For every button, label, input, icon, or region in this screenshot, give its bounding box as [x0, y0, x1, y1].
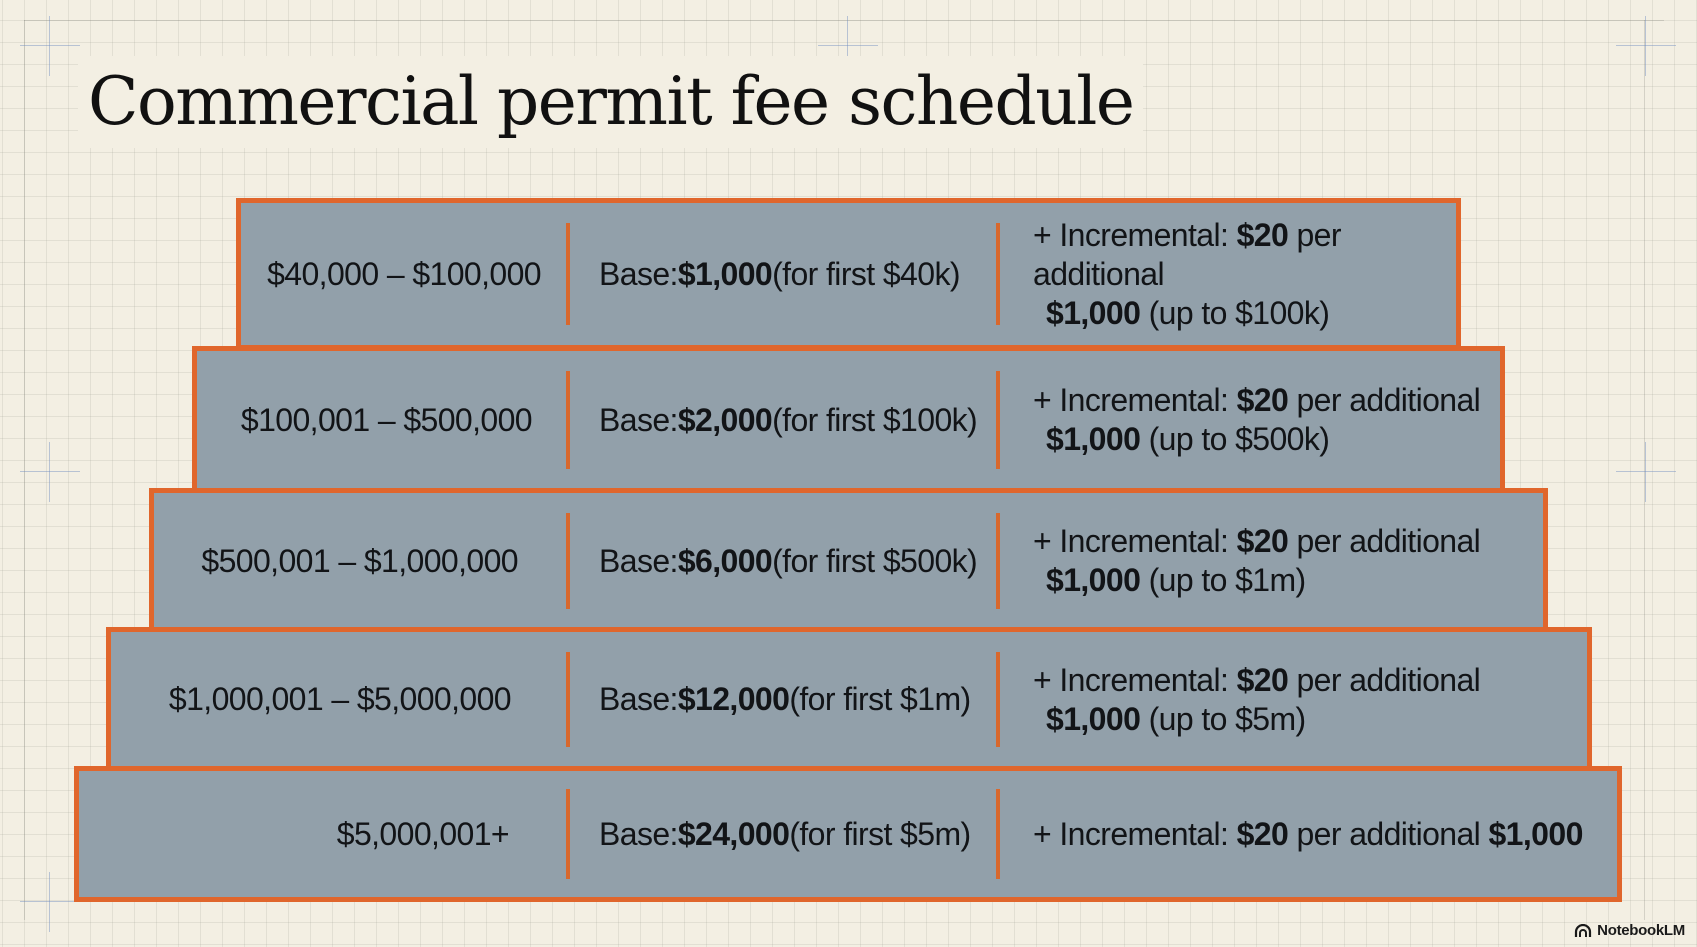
- tier-base: Base: $2,000 (for first $100k): [599, 401, 978, 438]
- registration-mark: [1616, 442, 1676, 502]
- tier-range: $1,000,001 – $5,000,000: [168, 681, 511, 717]
- notebooklm-logo-icon: [1574, 924, 1592, 938]
- registration-mark: [20, 442, 80, 502]
- tier-range: $500,001 – $1,000,000: [201, 542, 518, 579]
- tier-base: Base: $1,000 (for first $40k): [599, 255, 960, 292]
- column-divider: [996, 223, 1000, 325]
- notebooklm-brand: [1574, 922, 1685, 939]
- registration-mark: [20, 16, 80, 76]
- tier-range: $40,000 – $100,000: [267, 255, 541, 292]
- tier-incremental: + Incremental: $20 per additional $1,000 (up to $100k): [1033, 216, 1341, 331]
- tier-incremental: + Incremental: $20 per additional $1,000 (up to $500k): [1033, 382, 1481, 457]
- tier-base: Base: $24,000 (for first $5m): [599, 815, 971, 852]
- page-title: Commercial permit fee schedule: [78, 56, 1143, 148]
- registration-mark: [1616, 16, 1676, 76]
- column-divider: [566, 371, 570, 469]
- tier-incremental: + Incremental: $20 per additional $1,000 (up to $1m): [1033, 523, 1481, 598]
- column-divider: [996, 652, 1000, 747]
- fee-tier: [149, 488, 1548, 634]
- tier-incremental: + Incremental: $20 per additional $1,000: [1033, 815, 1583, 852]
- column-divider: [996, 513, 1000, 609]
- column-divider: [566, 789, 570, 879]
- tier-base: Base: $12,000 (for first $1m): [599, 681, 971, 717]
- fee-tier: [74, 766, 1622, 902]
- column-divider: [996, 789, 1000, 879]
- fee-tier: [236, 198, 1461, 350]
- tier-base: Base: $6,000 (for first $500k): [599, 542, 978, 579]
- brand-label: NotebookLM: [1597, 922, 1685, 939]
- registration-mark: [20, 872, 80, 932]
- column-divider: [566, 652, 570, 747]
- column-divider: [566, 223, 570, 325]
- fee-tier: [192, 346, 1505, 494]
- tier-range: $100,001 – $500,000: [240, 401, 532, 438]
- tier-range: $5,000,001+: [336, 815, 509, 852]
- column-divider: [566, 513, 570, 609]
- fee-tier: [106, 627, 1592, 772]
- tier-incremental: + Incremental: $20 per additional $1,000 (up to $5m): [1033, 661, 1481, 737]
- column-divider: [996, 371, 1000, 469]
